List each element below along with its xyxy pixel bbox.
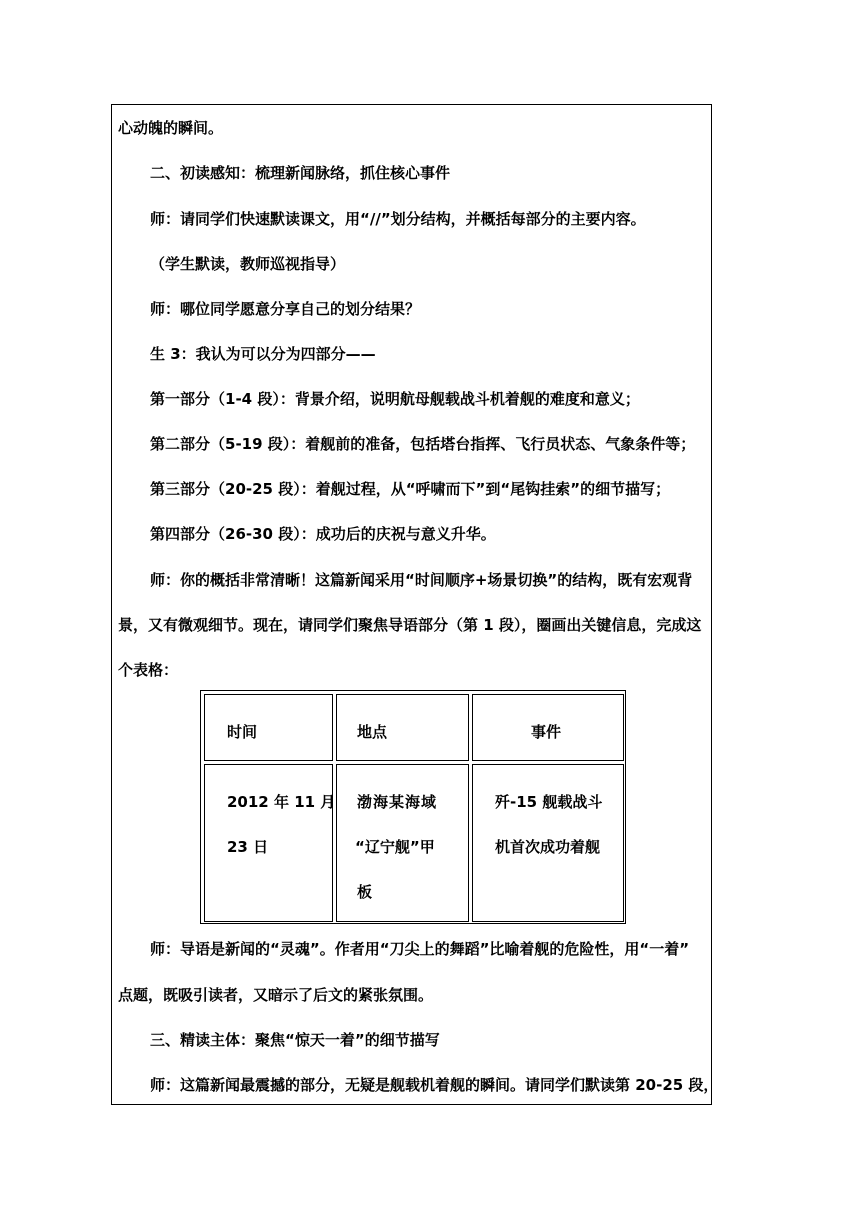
table-cell-place: 渤海某海域 “辽宁舰”甲 板 bbox=[336, 764, 469, 922]
teacher-instruction-2: 师：这篇新闻最震撼的部分，无疑是舰载机着舰的瞬间。请同学们默读第 20-25 段， bbox=[150, 1076, 719, 1094]
teacher-instruction: 师：请同学们快速默读课文，用“//”划分结构，并概括每部分的主要内容。 bbox=[150, 210, 646, 228]
teacher-comment-line-2: 景，又有微观细节。现在，请同学们聚焦导语部分（第 1 段），圈画出关键信息，完成这 bbox=[118, 616, 702, 634]
table-cell-event: 歼-15 舰载战斗 机首次成功着舰 bbox=[472, 764, 624, 922]
section-heading-3: 三、精读主体：聚焦“惊天一着”的细节描写 bbox=[150, 1031, 440, 1049]
teacher-question: 师：哪位同学愿意分享自己的划分结果？ bbox=[150, 300, 421, 318]
paragraph-continuation: 心动魄的瞬间。 bbox=[118, 119, 224, 137]
stage-direction: （学生默读，教师巡视指导） bbox=[150, 255, 346, 273]
info-table bbox=[200, 690, 626, 924]
part-two: 第二部分（5-19 段）：着舰前的准备，包括塔台指挥、飞行员状态、气象条件等； bbox=[150, 435, 696, 453]
teacher-comment-line-1: 师：你的概括非常清晰！这篇新闻采用“时间顺序+场景切换”的结构，既有宏观背 bbox=[150, 571, 693, 589]
part-four: 第四部分（26-30 段）：成功后的庆祝与意义升华。 bbox=[150, 525, 496, 543]
table-header-time: 时间 bbox=[204, 694, 333, 761]
teacher-comment-line-3: 个表格： bbox=[118, 661, 179, 679]
table-header-event: 事件 bbox=[472, 694, 624, 761]
student-answer: 生 3：我认为可以分为四部分—— bbox=[150, 345, 376, 363]
teacher-explanation-line-2: 点题，既吸引读者，又暗示了后文的紧张氛围。 bbox=[118, 986, 434, 1004]
part-one: 第一部分（1-4 段）：背景介绍，说明航母舰载战斗机着舰的难度和意义； bbox=[150, 390, 640, 408]
teacher-explanation-line-1: 师：导语是新闻的“灵魂”。作者用“刀尖上的舞蹈”比喻着舰的危险性，用“一着” bbox=[150, 940, 690, 958]
section-heading-2: 二、初读感知：梳理新闻脉络，抓住核心事件 bbox=[150, 164, 451, 182]
table-header-place: 地点 bbox=[336, 694, 469, 761]
table-cell-time: 2012 年 11 月 23 日 bbox=[204, 764, 333, 922]
part-three: 第三部分（20-25 段）：着舰过程，从“呼啸而下”到“尾钩挂索”的细节描写； bbox=[150, 480, 671, 498]
